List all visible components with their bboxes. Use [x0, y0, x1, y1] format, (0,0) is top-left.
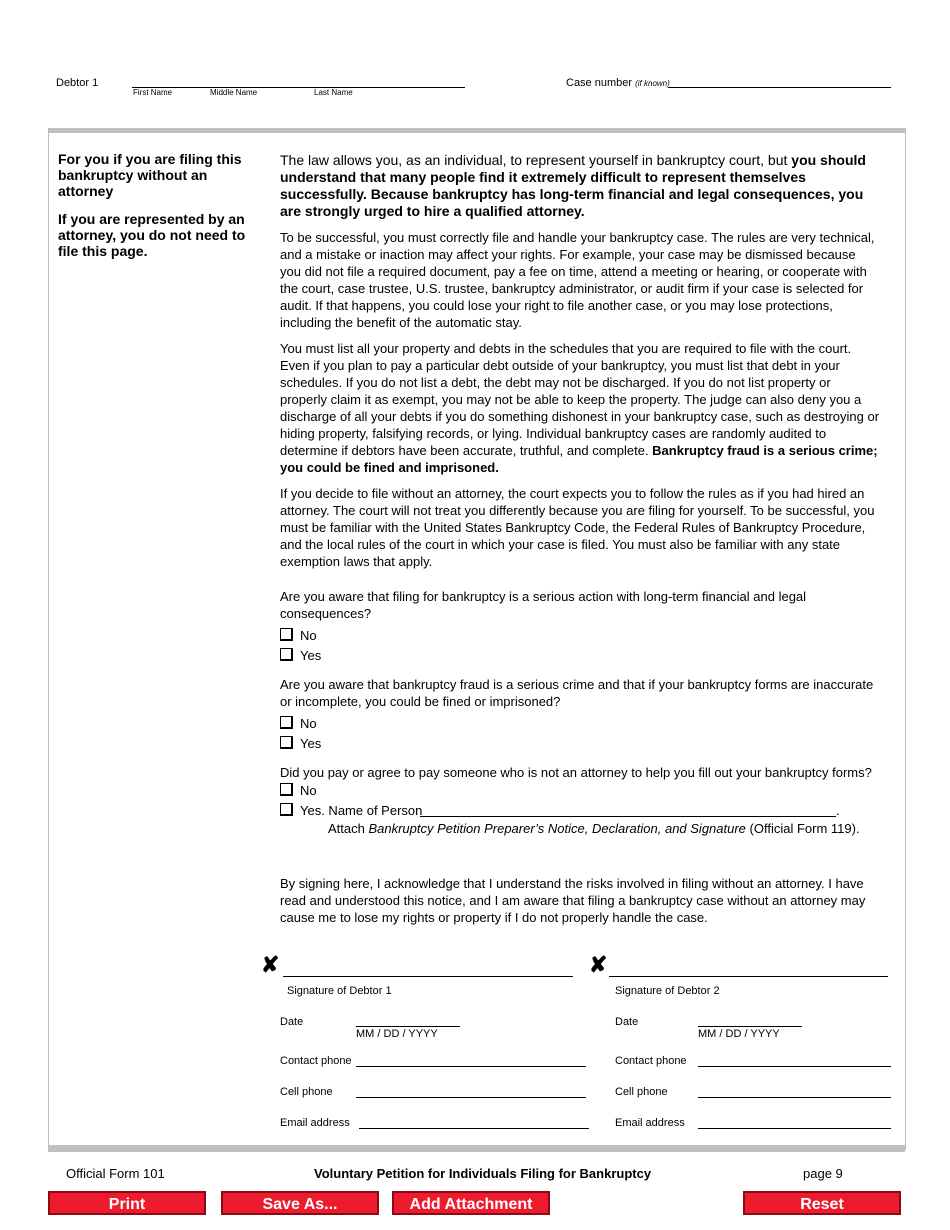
q3-no-checkbox[interactable] — [280, 783, 293, 796]
q3-option-no[interactable]: No — [280, 781, 880, 801]
debtor1-contact-phone-field[interactable] — [356, 1066, 586, 1067]
reset-button[interactable]: Reset — [743, 1191, 901, 1215]
debtor2-date-label: Date — [615, 1016, 639, 1028]
first-name-label: First Name — [133, 88, 173, 97]
q1-yes-checkbox[interactable] — [280, 648, 293, 661]
save-as-button[interactable]: Save As... — [221, 1191, 379, 1215]
debtor1-date-label: Date — [280, 1016, 304, 1028]
paragraph-property: You must list all your property and debts in the schedules that you are required to file with the court. Even if you plan to pay a particular debt outside of your bankruptcy, you must list that debt in your schedules. If you do not list a debt, the debt may not be discharged. If you do not list property or properly claim it as exempt, you may not be able to keep the property. The judge can also deny you a discharge of all your debts if you do something dishonest in your bankruptcy case, such as destroying or hiding property, falsifying records, or lying. Individual bankruptcy cases are randomly audited to determine if debtors have been accurate, truthful, and complete. Bankruptcy fraud is a serious crime; you could be fined and imprisoned. — [280, 341, 880, 475]
debtor1-email-field[interactable] — [359, 1128, 589, 1129]
debtor-label: Debtor 1 — [56, 77, 99, 89]
footer-form-number: Official Form 101 — [66, 1166, 165, 1181]
debtor1-signature-label: Signature of Debtor 1 — [287, 985, 392, 997]
case-number-field[interactable] — [668, 87, 891, 88]
case-number-label: Case number (if known) — [566, 77, 670, 89]
debtor1-email-label: Email address — [280, 1117, 350, 1129]
debtor1-signature-field[interactable] — [283, 976, 573, 977]
debtor-name-field[interactable] — [132, 87, 465, 88]
signature-x-mark-2: ✘ — [589, 952, 608, 977]
attach-instruction: Attach Bankruptcy Petition Preparer’s Notice, Declaration, and Signature (Official Form 119). — [328, 821, 860, 836]
last-name-label: Last Name — [314, 88, 353, 97]
question-fraud: Are you aware that bankruptcy fraud is a serious crime and that if your bankruptcy forms are inaccurate or incomplete, you could be fined or imprisoned? — [280, 677, 874, 709]
debtor2-email-field[interactable] — [698, 1128, 891, 1129]
footer-form-title: Voluntary Petition for Individuals Filing for Bankruptcy — [314, 1166, 652, 1181]
signature-x-mark-1: ✘ — [261, 952, 280, 977]
sidebar — [58, 151, 258, 271]
footer-page-number: page 9 — [803, 1166, 843, 1181]
closing-acknowledgment: By signing here, I acknowledge that I understand the risks involved in filing without an attorney. I have read and understood this notice, and I am aware that filing a bankruptcy case without an attorney may cause me to lose my rights or property if I do not properly handle the case. — [280, 876, 866, 925]
q2-yes-checkbox[interactable] — [280, 736, 293, 749]
debtor1-cell-phone-label: Cell phone — [280, 1086, 333, 1098]
paragraph-rules: If you decide to file without an attorney, the court expects you to follow the rules as if you had hired an attorney. The court will not treat you differently because you are filing for yourself. To be successful, you must be familiar with the United States Bankruptcy Code, the Federal Rules of Bankruptcy Procedure, and the local rules of the court in which your case is filed. You must also be familiar with any state exemption laws that apply. — [280, 486, 875, 569]
q2-option-no[interactable]: No — [280, 714, 880, 734]
bottom-divider — [48, 1145, 905, 1152]
sidebar-heading-no-attorney: For you if you are filing this bankruptcy without an attorney — [58, 151, 242, 199]
debtor2-signature-label: Signature of Debtor 2 — [615, 985, 720, 997]
q1-option-no[interactable]: No — [280, 626, 880, 646]
debtor2-cell-phone-label: Cell phone — [615, 1086, 668, 1098]
q1-no-checkbox[interactable] — [280, 628, 293, 641]
case-number-note: (if known) — [635, 79, 670, 88]
question-serious-action: Are you aware that filing for bankruptcy is a serious action with long-term financial and legal consequences? — [280, 589, 807, 621]
sidebar-heading-represented: If you are represented by an attorney, you do not need to file this page. — [58, 211, 246, 259]
debtor2-contact-phone-field[interactable] — [698, 1066, 891, 1067]
debtor2-signature-field[interactable] — [609, 976, 888, 977]
debtor2-date-field[interactable] — [698, 1026, 802, 1027]
question-non-attorney-help: Did you pay or agree to pay someone who is not an attorney to help you fill out your bankruptcy forms? — [280, 765, 872, 780]
debtor2-cell-phone-field[interactable] — [698, 1097, 891, 1098]
debtor2-email-label: Email address — [615, 1117, 685, 1129]
lead-paragraph: The law allows you, as an individual, to represent yourself in bankruptcy court, but you should understand that many people find it extremely difficult to represent themselves successfully. Because bankruptcy has long-term financial and legal consequences, you are strongly urged to hire a qualified attorney. — [280, 152, 866, 219]
print-button[interactable]: Print — [48, 1191, 206, 1215]
q1-option-yes[interactable]: Yes — [280, 646, 880, 666]
debtor1-date-format: MM / DD / YYYY — [356, 1028, 438, 1040]
q3-option-yes[interactable]: Yes. Name of Person . — [280, 801, 880, 821]
paragraph-success: To be successful, you must correctly file and handle your bankruptcy case. The rules are very technical, and a mistake or inaction may affect your rights. For example, your case may be dismissed because you did not file a required document, pay a fee on time, attend a meeting or hearing, or cooperate with the court, case trustee, U.S. trustee, bankruptcy administrator, or audit firm if your case is selected for audit. If that happens, you could lose your right to file another case, or you may lose protections, including the benefit of the automatic stay. — [280, 230, 875, 330]
q2-no-checkbox[interactable] — [280, 716, 293, 729]
q3-yes-checkbox[interactable] — [280, 803, 293, 816]
q2-option-yes[interactable]: Yes — [280, 734, 880, 754]
debtor2-date-format: MM / DD / YYYY — [698, 1028, 780, 1040]
debtor1-cell-phone-field[interactable] — [356, 1097, 586, 1098]
middle-name-label: Middle Name — [210, 88, 258, 97]
preparer-name-field[interactable] — [420, 801, 836, 817]
debtor2-contact-phone-label: Contact phone — [615, 1055, 687, 1067]
add-attachment-button[interactable]: Add Attachment — [392, 1191, 550, 1215]
debtor1-date-field[interactable] — [356, 1026, 460, 1027]
debtor1-contact-phone-label: Contact phone — [280, 1055, 352, 1067]
main-content — [280, 152, 880, 935]
